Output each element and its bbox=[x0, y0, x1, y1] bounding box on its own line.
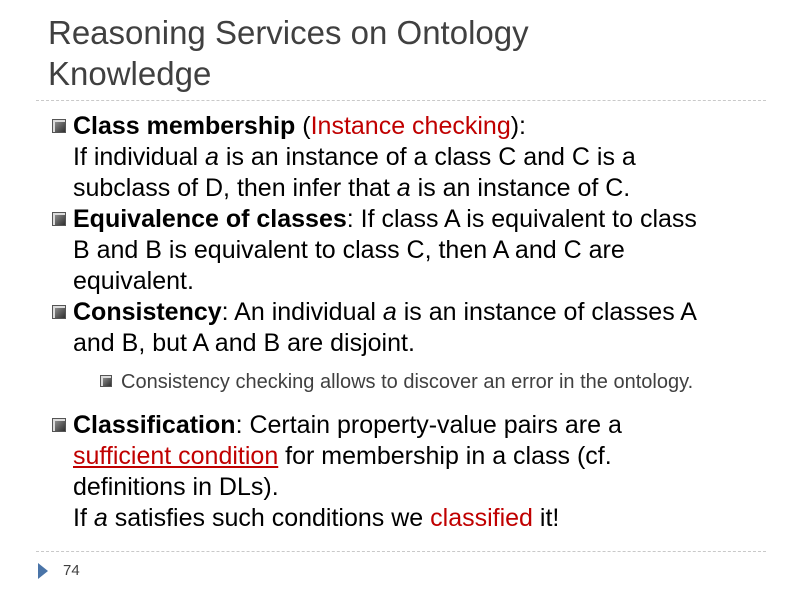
footer-divider bbox=[36, 551, 766, 552]
text: : If class A is equivalent to class bbox=[346, 205, 697, 233]
square-bullet-icon bbox=[52, 212, 66, 226]
term-instance-checking: Instance checking bbox=[310, 112, 511, 140]
text: for membership in a class (cf. bbox=[278, 442, 612, 470]
text: ( bbox=[295, 112, 311, 140]
term-equivalence: Equivalence of classes bbox=[73, 205, 347, 233]
text: is an instance of C. bbox=[410, 174, 631, 202]
page-number: 74 bbox=[63, 562, 80, 579]
triangle-marker-icon bbox=[38, 563, 48, 579]
term-classification: Classification bbox=[73, 411, 236, 439]
text: equivalent. bbox=[73, 267, 194, 295]
text: subclass of D, then infer that bbox=[73, 174, 397, 202]
sub-bullet-consistency-checking bbox=[96, 369, 760, 395]
text: definitions in DLs). bbox=[73, 473, 279, 501]
text: is an instance of classes A bbox=[396, 298, 697, 326]
square-bullet-icon bbox=[100, 375, 112, 387]
var-a: a bbox=[396, 174, 411, 202]
square-bullet-icon bbox=[52, 418, 66, 432]
text: and B, but A and B are disjoint. bbox=[73, 329, 415, 357]
text: If bbox=[73, 504, 94, 532]
text: : Certain property-value pairs are a bbox=[235, 411, 622, 439]
text: ): bbox=[510, 112, 527, 140]
sub-bullet-text: Consistency checking allows to discover an error in the ontology. bbox=[121, 371, 694, 393]
bullet-classification bbox=[50, 410, 760, 534]
title-divider bbox=[36, 100, 766, 101]
bullet-equivalence bbox=[50, 204, 760, 297]
term-class-membership: Class membership bbox=[73, 112, 296, 140]
bullet-consistency bbox=[50, 297, 760, 359]
bullet-class-membership bbox=[50, 111, 760, 204]
term-classified: classified bbox=[430, 504, 533, 532]
text: B and B is equivalent to class C, then A and C are bbox=[73, 236, 625, 264]
term-consistency: Consistency bbox=[73, 298, 222, 326]
slide-body bbox=[50, 111, 760, 534]
term-sufficient-condition: sufficient condition bbox=[73, 442, 279, 470]
text: it! bbox=[532, 504, 560, 532]
text: : An individual bbox=[221, 298, 383, 326]
text: satisfies such conditions we bbox=[107, 504, 431, 532]
text: is an instance of a class C and C is a bbox=[218, 143, 636, 171]
var-a: a bbox=[205, 143, 219, 171]
text: If individual bbox=[73, 143, 206, 171]
slide-title-line-1: Reasoning Services on Ontology bbox=[48, 14, 529, 51]
square-bullet-icon bbox=[52, 119, 66, 133]
slide-title-line-2: Knowledge bbox=[48, 55, 212, 92]
slide-title bbox=[48, 12, 768, 94]
square-bullet-icon bbox=[52, 305, 66, 319]
var-a: a bbox=[382, 298, 397, 326]
var-a: a bbox=[93, 504, 108, 532]
